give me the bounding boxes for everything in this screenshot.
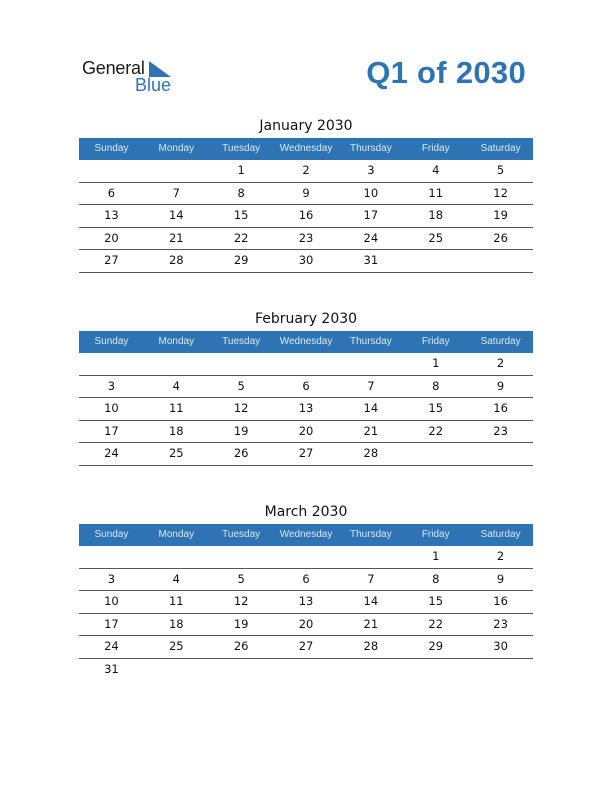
day-cell: 19 — [233, 616, 249, 631]
day-cell: 16 — [298, 208, 314, 222]
day-cell: 24 — [104, 639, 119, 653]
week-row — [79, 443, 533, 466]
day-cell: 5 — [237, 378, 245, 393]
day-cell: 29 — [428, 639, 444, 653]
weekday-header: Saturday — [480, 143, 521, 154]
day-cell — [144, 160, 209, 182]
day-cell: 31 — [104, 661, 119, 676]
day-cell: 19 — [233, 423, 249, 438]
week-row — [79, 614, 533, 637]
day-cell: 10 — [104, 401, 119, 415]
weekday-header: Friday — [421, 529, 450, 540]
day-cell: 3 — [107, 378, 116, 393]
page-title: Q1 of 2030 — [366, 55, 526, 90]
day-cell: 8 — [432, 571, 440, 586]
day-cell: 28 — [363, 446, 379, 460]
month-title: January 2030 — [259, 118, 353, 134]
week-row — [79, 160, 533, 183]
day-cell: 3 — [107, 571, 116, 586]
week-row — [79, 659, 533, 681]
weekday-header: Monday — [158, 336, 195, 347]
week-row — [79, 376, 533, 399]
day-cell: 24 — [104, 446, 119, 460]
week-row — [79, 353, 533, 376]
weekday-header: Tuesday — [222, 143, 261, 154]
day-cell — [209, 353, 274, 375]
day-cell: 31 — [363, 253, 379, 267]
day-cell: 19 — [493, 208, 508, 222]
day-cell: 17 — [104, 616, 119, 631]
day-cell: 22 — [428, 423, 444, 438]
day-cell: 12 — [233, 401, 249, 415]
month-calendar — [79, 116, 533, 273]
day-cell: 7 — [172, 185, 180, 200]
day-cell: 23 — [298, 230, 314, 245]
day-cell: 23 — [493, 423, 508, 438]
day-cell: 7 — [367, 571, 375, 586]
day-cell — [144, 546, 209, 568]
weekday-header: Thursday — [350, 529, 392, 540]
day-cell: 23 — [493, 616, 508, 631]
day-cell: 20 — [104, 230, 119, 245]
day-cell — [79, 546, 144, 568]
day-cell: 15 — [428, 594, 444, 608]
day-cell: 14 — [168, 208, 184, 222]
month-calendar — [79, 309, 533, 466]
day-cell: 11 — [168, 594, 184, 608]
day-cell — [79, 160, 144, 182]
day-cell: 20 — [298, 423, 314, 438]
day-cell: 7 — [367, 378, 375, 393]
day-cell: 30 — [493, 639, 508, 653]
weekday-header: Monday — [158, 143, 195, 154]
weekday-header: Thursday — [350, 336, 392, 347]
day-cell: 9 — [496, 571, 505, 586]
day-cell: 10 — [104, 594, 119, 608]
day-cell: 18 — [168, 616, 184, 631]
day-cell: 27 — [298, 446, 314, 460]
day-cell — [274, 659, 339, 681]
weekday-header: Sunday — [94, 336, 129, 347]
day-cell: 26 — [493, 230, 508, 245]
weekday-header: Thursday — [350, 143, 392, 154]
day-cell: 12 — [493, 185, 508, 200]
weekday-header: Friday — [421, 336, 450, 347]
day-cell: 28 — [363, 639, 379, 653]
day-cell: 12 — [233, 594, 249, 608]
day-cell: 1 — [432, 549, 440, 563]
day-cell: 8 — [237, 185, 245, 200]
weekday-header-row — [79, 331, 533, 353]
day-cell: 26 — [233, 639, 249, 653]
day-cell: 14 — [363, 594, 379, 608]
day-cell: 2 — [302, 163, 310, 177]
week-row — [79, 398, 533, 421]
day-cell: 1 — [432, 356, 440, 370]
day-cell — [403, 659, 468, 681]
day-cell: 21 — [363, 616, 379, 631]
day-cell — [468, 250, 533, 272]
day-cell: 18 — [428, 208, 444, 222]
day-cell: 21 — [168, 230, 184, 245]
day-cell: 21 — [363, 423, 379, 438]
day-cell — [209, 659, 274, 681]
day-cell: 4 — [172, 571, 180, 586]
day-cell — [144, 659, 209, 681]
day-cell: 2 — [496, 549, 505, 563]
month-title: February 2030 — [254, 311, 358, 327]
logo-blue-text: Blue — [135, 75, 172, 95]
day-cell: 13 — [298, 594, 314, 608]
day-cell: 27 — [104, 253, 119, 267]
day-cell: 20 — [298, 616, 314, 631]
day-cell: 10 — [363, 185, 379, 200]
day-cell — [79, 353, 144, 375]
day-cell — [338, 546, 403, 568]
day-cell: 26 — [233, 446, 249, 460]
day-cell: 5 — [237, 571, 245, 586]
day-cell: 9 — [302, 185, 310, 200]
day-cell: 14 — [363, 401, 379, 415]
day-cell: 6 — [302, 378, 310, 393]
weekday-header: Tuesday — [222, 529, 261, 540]
day-cell — [209, 546, 274, 568]
day-cell: 16 — [493, 401, 508, 415]
day-cell: 15 — [428, 401, 444, 415]
day-cell: 18 — [168, 423, 184, 438]
weekday-header-row — [79, 138, 533, 160]
month-title: March 2030 — [264, 504, 348, 520]
weekday-header: Saturday — [480, 336, 521, 347]
day-cell: 17 — [363, 208, 379, 222]
day-cell: 22 — [428, 616, 444, 631]
day-cell — [338, 659, 403, 681]
weekday-header: Saturday — [480, 529, 521, 540]
day-cell: 15 — [233, 208, 249, 222]
week-row — [79, 636, 533, 659]
day-cell: 2 — [496, 356, 505, 370]
day-cell — [468, 659, 533, 681]
week-row — [79, 183, 533, 206]
day-cell: 9 — [496, 378, 505, 393]
day-cell: 1 — [237, 163, 245, 177]
day-cell: 17 — [104, 423, 119, 438]
day-cell: 28 — [168, 253, 184, 267]
month-calendar — [79, 502, 533, 680]
weekday-header: Sunday — [94, 529, 129, 540]
week-row — [79, 250, 533, 273]
day-cell: 11 — [168, 401, 184, 415]
logo — [82, 58, 182, 98]
day-cell: 3 — [367, 163, 375, 177]
day-cell: 8 — [432, 378, 440, 393]
weekday-header: Friday — [421, 143, 450, 154]
day-cell — [274, 353, 339, 375]
day-cell: 25 — [428, 230, 444, 245]
weekday-header: Wednesday — [279, 336, 333, 347]
week-row — [79, 569, 533, 592]
day-cell: 4 — [172, 378, 180, 393]
week-row — [79, 591, 533, 614]
day-cell: 27 — [298, 639, 314, 653]
day-cell: 4 — [432, 163, 440, 177]
logo-general-text: General — [82, 58, 145, 78]
weekday-header: Monday — [158, 529, 195, 540]
weekday-header: Wednesday — [279, 529, 333, 540]
day-cell: 6 — [107, 185, 116, 200]
day-cell: 16 — [493, 594, 508, 608]
weekday-header: Sunday — [94, 143, 129, 154]
weekday-header: Wednesday — [279, 143, 333, 154]
day-cell — [403, 250, 468, 272]
day-cell — [274, 546, 339, 568]
day-cell: 11 — [428, 185, 444, 200]
day-cell: 22 — [233, 230, 249, 245]
day-cell — [468, 443, 533, 465]
day-cell: 13 — [104, 208, 119, 222]
day-cell: 29 — [233, 253, 249, 267]
day-cell: 30 — [298, 253, 314, 267]
day-cell: 25 — [168, 639, 184, 653]
day-cell — [338, 353, 403, 375]
day-cell — [144, 353, 209, 375]
week-row — [79, 421, 533, 444]
day-cell: 13 — [298, 401, 314, 415]
week-row — [79, 228, 533, 251]
day-cell: 25 — [168, 446, 184, 460]
day-cell: 24 — [363, 230, 379, 245]
weekday-header-row — [79, 524, 533, 546]
day-cell: 5 — [496, 163, 505, 177]
week-row — [79, 205, 533, 228]
day-cell — [403, 443, 468, 465]
week-row — [79, 546, 533, 569]
day-cell: 6 — [302, 571, 310, 586]
weekday-header: Tuesday — [222, 336, 261, 347]
